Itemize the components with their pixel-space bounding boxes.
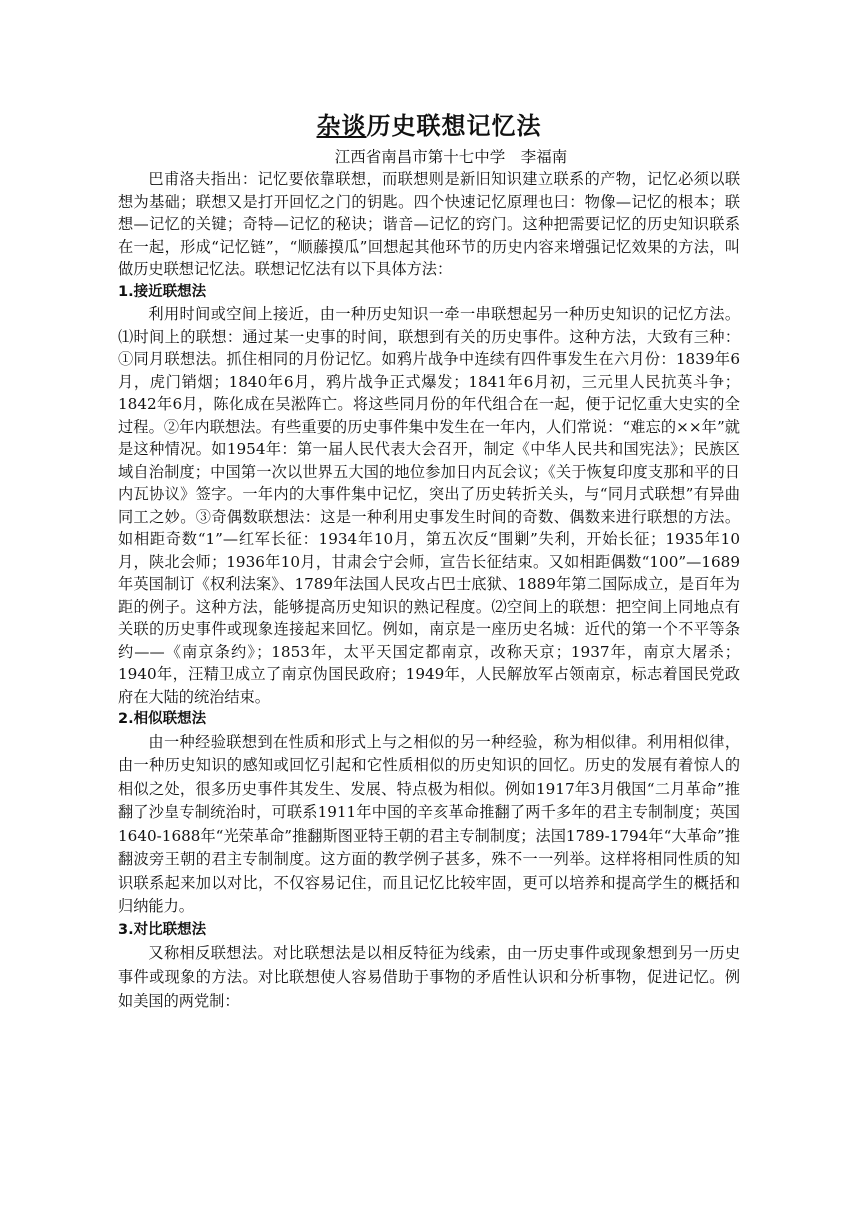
section-2-body: 由一种经验联想到在性质和形式上与之相似的另一种经验，称为相似律。利用相似律，由一种历史知识的感知或回忆引起和它性质相似的历史知识的回忆。历史的发展有着惊人的相似之处，很多历史事件其发生、发展、特点极为相似。例如1917年3月俄国“二月革命”推翻了沙皇专制统治时，可联系1911年中国的辛亥革命推翻了两千多年的君主专制制度；英国1640-1688年“光荣革命”推翻斯图亚特王朝的君主专制制度；法国1789-1794年“大革命”推翻波旁王朝的君主专制制度。这方面的教学例子甚多，殊不一一列举。这样将相同性质的知识联系起来加以对比，不仅容易记住，而且记忆比较牢固，更可以培养和提高学生的概括和归纳能力。 [118, 732, 740, 915]
title-rest: 历史联想记忆法 [366, 112, 542, 140]
section-heading-2: 2.相似联想法 [118, 711, 207, 727]
intro-paragraph: 巴甫洛夫指出：记忆要依靠联想，而联想则是新旧知识建立联系的产物，记忆必须以联想为基础；联想又是打开回忆之门的钥匙。四个快速记忆原理也曰：物像—记忆的根本；联想—记忆的关键；奇特—记忆的秘诀；谐音—记忆的窍门。这种把需要记忆的历史知识联系在一起，形成“记忆链”，“顺藤摸瓜”回想起其他环节的历史内容来增强记忆效果的方法，叫做历史联想记忆法。联想记忆法有以下具体方法： [118, 170, 740, 278]
author-line: 江西省南昌市第十七中学 李福南 [334, 148, 568, 166]
section-1-body: 利用时间或空间上接近，由一种历史知识一牵一串联想起另一种历史知识的记忆方法。⑴时间上的联想：通过某一史事的时间，联想到有关的历史事件。这种方法，大致有三种：①同月联想法。抓住相同的月份记忆。如鸦片战争中连续有四件事发生在六月份：1839年6月，虎门销烟；1840年6月，鸦片战争正式爆发；1841年6月初，三元里人民抗英斗争；1842年6月，陈化成在吴淞阵亡。将这些同月份的年代组合在一起，便于记忆重大史实的全过程。②年内联想法。有些重要的历史事件集中发生在一年内，人们常说：“难忘的××年”就是这种情况。如1954年：第一届人民代表大会召开，制定《中华人民共和国宪法》；民族区域自治制度；中国第一次以世界五大国的地位参加日内瓦会议；《关于恢复印度支那和平的日内瓦协议》签字。一年内的大事件集中记忆，突出了历史转折关头，与“同月式联想”有异曲同工之妙。③奇偶数联想法：这是一种利用史事发生时间的奇数、偶数来进行联想的方法。如相距奇数“1”—红军长征：1934年10月，第五次反“围剿”失利，开始长征；1935年10月，陕北会师；1936年10月，甘肃会宁会师，宣告长征结束。又如相距偶数“100”—1689年英国制订《权利法案》、1789年法国人民攻占巴士底狱、1889年第二国际成立，是百年为距的例子。这种方法，能够提高历史知识的熟记程度。⑵空间上的联想：把空间上同地点有关联的历史事件或现象连接起来回忆。例如，南京是一座历史名城：近代的第一个不平等条约——《南京条约》；1853年，太平天国定都南京，改称天京；1937年，南京大屠杀；1940年，汪精卫成立了南京伪国民政府；1949年，人民解放军占领南京，标志着国民党政府在大陆的统治结束。 [118, 305, 740, 706]
section-heading-3: 3.对比联想法 [118, 921, 207, 938]
section-3-body: 又称相反联想法。对比联想法是以相反特征为线索，由一历史事件或现象想到另一历史事件或现象的方法。对比联想使人容易借助于事物的矛盾性认识和分析事物，促进记忆。例如美国的两党制： [118, 944, 740, 1010]
title-underlined-part: 杂谈 [316, 112, 367, 140]
page-title [118, 110, 740, 142]
section-heading-1: 1.接近联想法 [118, 283, 207, 300]
document-page [118, 110, 740, 1013]
